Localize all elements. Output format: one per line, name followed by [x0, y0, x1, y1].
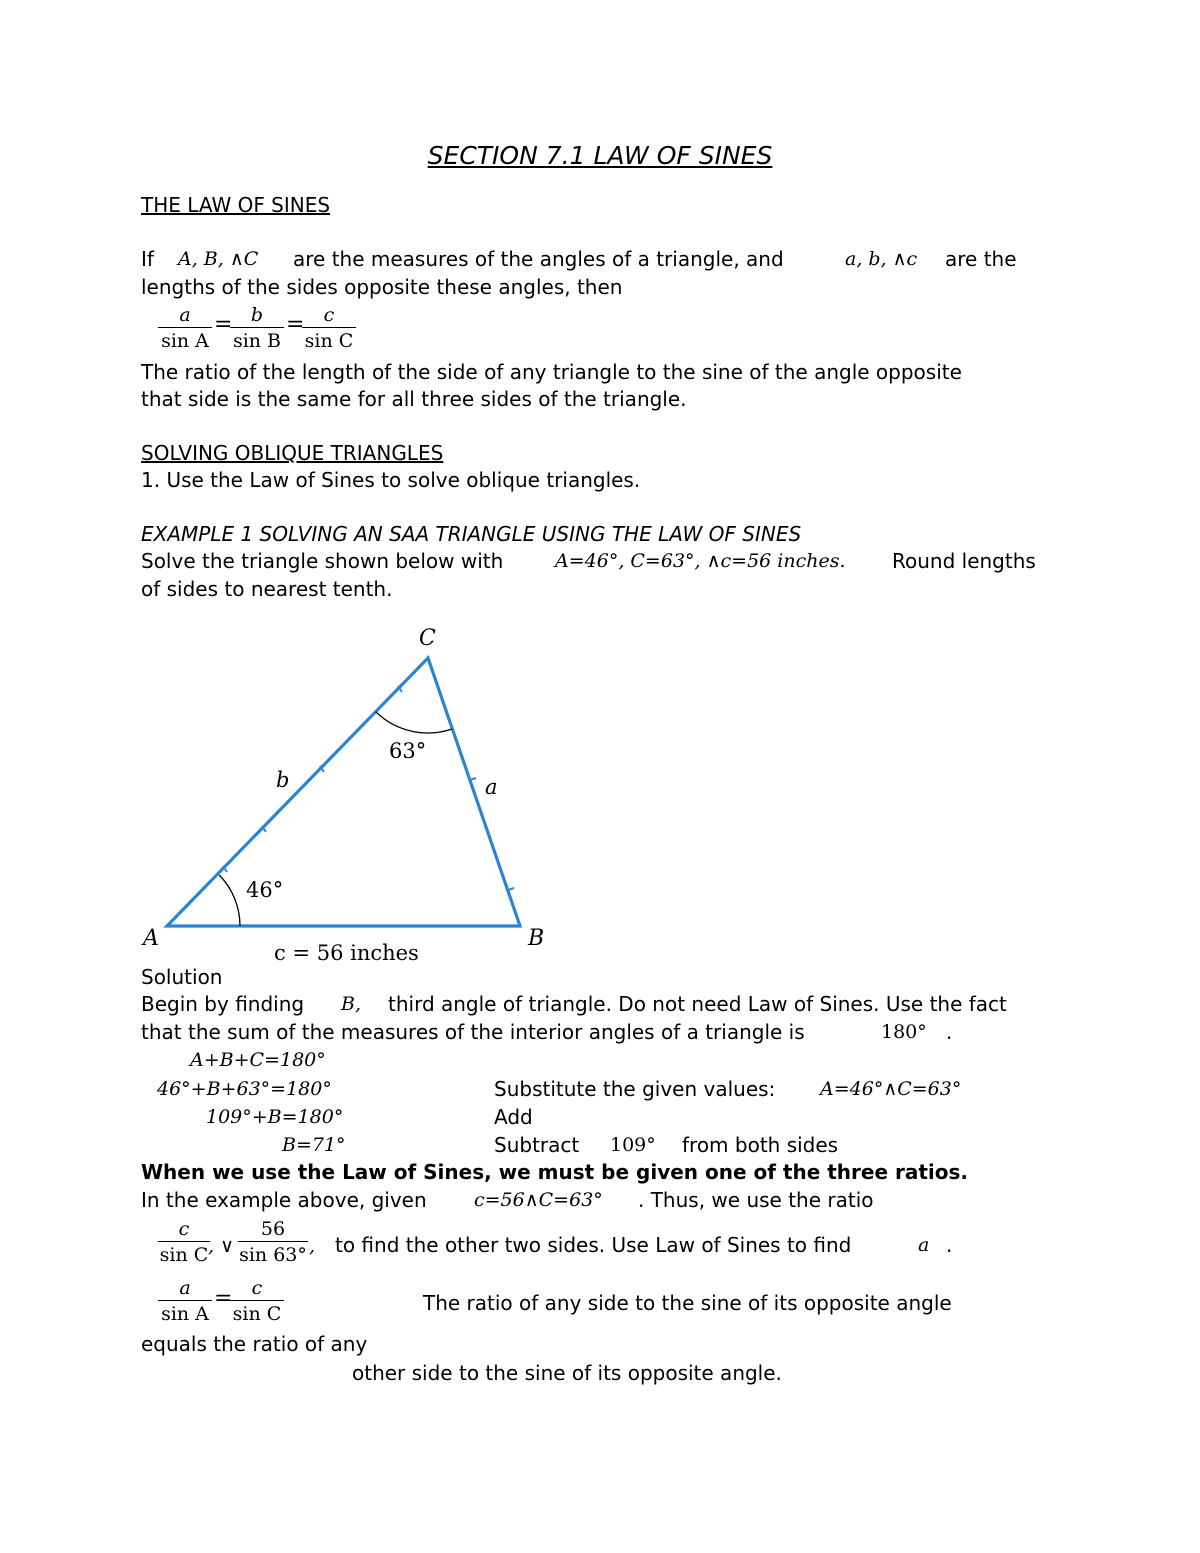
fraction-denominator: sin C [159, 1244, 209, 1266]
side-a-label: a [485, 775, 498, 799]
ratio-use-end: . [946, 1233, 953, 1257]
oblique-item-1: 1. Use the Law of Sines to solve oblique triangles. [141, 468, 641, 492]
step-1-math: A+B+C=180° [190, 1049, 326, 1071]
final-text-line3: other side to the sine of its opposite angle. [352, 1361, 782, 1385]
angle-c-arc [376, 712, 452, 733]
step-4-note-math: 109° [610, 1134, 656, 1156]
solution-line2-end: . [946, 1020, 953, 1044]
fraction-numerator: b [230, 303, 284, 328]
para1-line2: lengths of the sides opposite these angles, then [141, 275, 623, 299]
solution-line1-rest: third angle of triangle. Do not need Law of Sines. Use the fact [388, 992, 1007, 1016]
fraction-numerator: c [158, 1217, 210, 1242]
para1-sides-math: a, b, ∧c [845, 248, 918, 270]
para1-end: are the [945, 247, 1017, 271]
step-3-math: 109°+B=180° [206, 1106, 344, 1128]
side-b-label: b [276, 768, 290, 792]
ratio-c-fraction [158, 1217, 210, 1268]
ratio-comma: , [309, 1235, 316, 1257]
fraction-denominator: sin A [161, 330, 209, 352]
ratio-56-fraction [238, 1217, 308, 1268]
fraction-denominator: sin A [161, 1303, 209, 1325]
angle-a-arc [219, 875, 240, 926]
side-c-label: c = 56 inches [274, 941, 419, 965]
example1-heading: EXAMPLE 1 SOLVING AN SAA TRIANGLE USING THE LAW OF SINES [141, 522, 802, 546]
solution-line2: that the sum of the measures of the interior angles of a triangle is [141, 1020, 805, 1044]
step-4-math: B=71° [282, 1134, 346, 1156]
solution-line1: Begin by finding [141, 992, 305, 1016]
step-2-note: Substitute the given values: [494, 1077, 776, 1101]
fraction-denominator: sin 63° [239, 1244, 307, 1266]
fraction-numerator: 56 [238, 1217, 308, 1242]
fraction-numerator: a [158, 303, 212, 328]
angle-c-label: 63° [389, 739, 427, 763]
solution-b-math: B, [341, 993, 362, 1015]
vertex-b-label: B [528, 926, 545, 951]
given-text: In the example above, given [141, 1188, 427, 1212]
step-3-note: Add [494, 1105, 533, 1129]
step-4-note-tail: from both sides [682, 1133, 839, 1157]
solution-180-math: 180° [881, 1021, 927, 1043]
example1-given-math: A=46°, C=63°, ∧c=56 inches. [555, 550, 846, 572]
step-2-note-math: A=46°∧C=63° [820, 1078, 962, 1100]
fraction-denominator: sin B [232, 330, 282, 352]
given-math: c=56∧C=63° [474, 1189, 603, 1211]
given-text-end: . Thus, we use the ratio [638, 1188, 874, 1212]
equals-sign: = [286, 312, 305, 337]
ratio-text-line1: The ratio of the length of the side of any triangle to the sine of the angle opposite [141, 360, 962, 384]
para1-middle: are the measures of the angles of a triangle, and [293, 247, 784, 271]
ratio-use-math-a: a [918, 1234, 930, 1256]
final-fraction-a [158, 1276, 212, 1327]
para1-if: If [141, 247, 154, 271]
fraction-numerator: c [230, 1276, 284, 1301]
final-text-line2: equals the ratio of any [141, 1332, 368, 1356]
final-text-right: The ratio of any side to the sine of its opposite angle [423, 1291, 952, 1315]
fraction-denominator: sin C [232, 1303, 282, 1325]
angle-a-label: 46° [246, 878, 284, 902]
ratio-separator: , ∨ [208, 1235, 234, 1257]
example1-line1: Solve the triangle shown below with [141, 549, 504, 573]
equals-sign: = [214, 312, 233, 337]
triangle-outline [167, 658, 520, 926]
fraction-numerator: c [302, 303, 356, 328]
fraction-denominator: sin C [304, 330, 354, 352]
ratio-text-line2: that side is the same for all three sides of the triangle. [141, 387, 687, 411]
vertex-c-label: C [419, 626, 436, 651]
fraction-numerator: a [158, 1276, 212, 1301]
equals-sign: = [214, 1286, 233, 1311]
example1-round: Round lengths [892, 549, 1036, 573]
step-2-math: 46°+B+63°=180° [157, 1078, 332, 1100]
final-fraction-c [230, 1276, 284, 1327]
law-of-sines-heading: THE LAW OF SINES [141, 193, 331, 217]
solution-label: Solution [141, 965, 223, 989]
example1-line2: of sides to nearest tenth. [141, 577, 393, 601]
step-4-note: Subtract [494, 1133, 580, 1157]
ratio-use-text: to find the other two sides. Use Law of Sines to find [335, 1233, 852, 1257]
page-title: SECTION 7.1 LAW OF SINES [427, 141, 773, 170]
vertex-a-label: A [143, 926, 159, 951]
bold-note: When we use the Law of Sines, we must be given one of the three ratios. [141, 1160, 969, 1184]
oblique-heading: SOLVING OBLIQUE TRIANGLES [141, 441, 444, 465]
para1-angles-math: A, B, ∧C [178, 248, 259, 270]
